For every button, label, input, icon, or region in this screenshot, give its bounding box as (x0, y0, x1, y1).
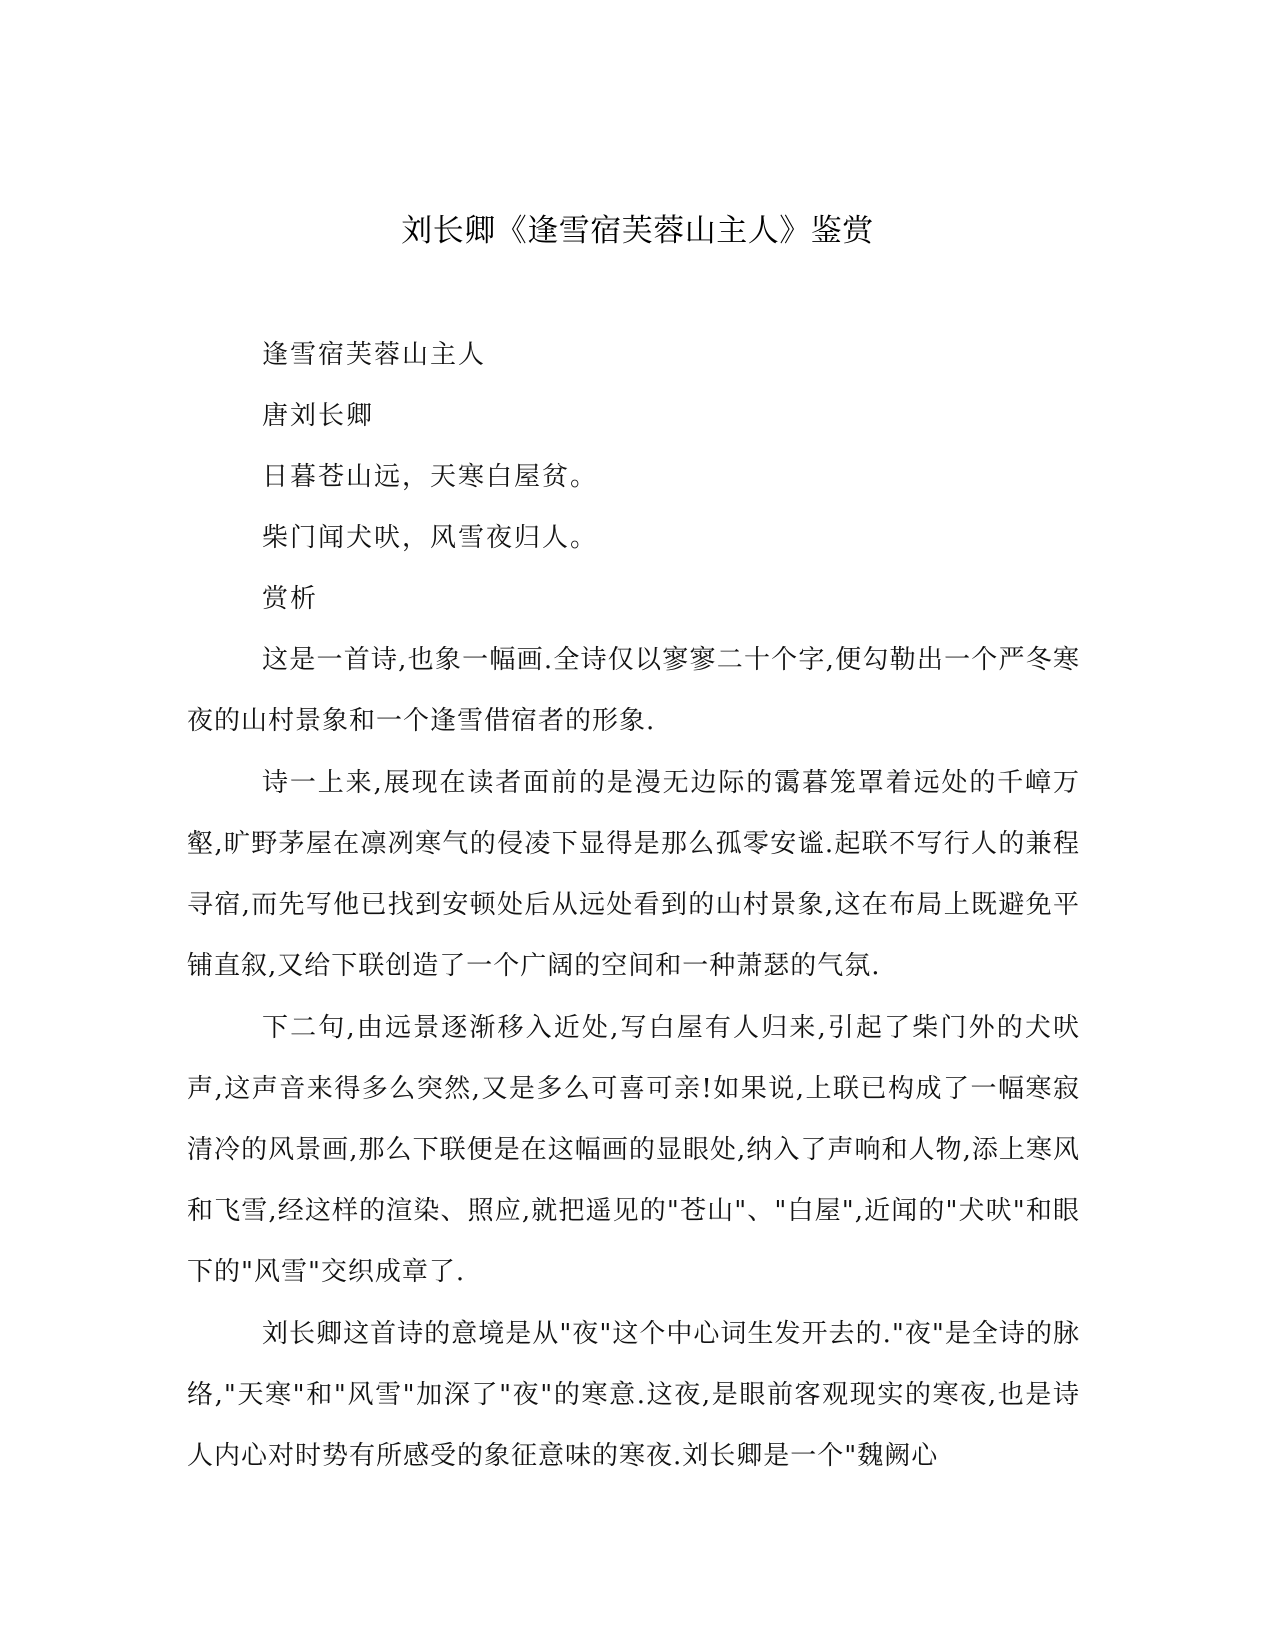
poem-title: 逢雪宿芙蓉山主人 (262, 340, 487, 370)
paragraph: 这是一首诗,也象一幅画.全诗仅以寥寥二十个字,便勾勒出一个严冬寒夜的山村景象和一个逢雪借宿者的形象. (187, 645, 1080, 736)
section-heading: 赏析 (262, 584, 319, 614)
poem-line: 日暮苍山远，天寒白屋贫。 (262, 462, 599, 492)
paragraph: 下二句,由远景逐渐移入近处,写白屋有人归来,引起了柴门外的犬吠声,这声音来得多么突然,又是多么可喜可亲!如果说,上联已构成了一幅寒寂清冷的风景画,那么下联便是在这幅画的显眼处,纳入了声响和人物,添上寒风和飞雪,经这样的渲染、照应,就把遥见的"苍山"、"白屋",近闻的"犬吠"和眼下的"风雪"交织成章了. (187, 1013, 1080, 1287)
document-title: 刘长卿《逢雪宿芙蓉山主人》鉴赏 (401, 213, 874, 249)
document-body (187, 325, 1080, 1488)
poem-line: 柴门闻犬吠，风雪夜归人。 (262, 523, 599, 553)
paragraph: 诗一上来,展现在读者面前的是漫无边际的霭暮笼罩着远处的千嶂万壑,旷野茅屋在凛冽寒气的侵凌下显得是那么孤零安谧.起联不写行人的兼程寻宿,而先写他已找到安顿处后从远处看到的山村景象,这在布局上既避免平铺直叙,又给下联创造了一个广阔的空间和一种萧瑟的气氛. (187, 768, 1080, 981)
poem-author: 唐刘长卿 (262, 401, 375, 431)
paragraph: 刘长卿这首诗的意境是从"夜"这个中心词生发开去的."夜"是全诗的脉络,"天寒"和"风雪"加深了"夜"的寒意.这夜,是眼前客观现实的寒夜,也是诗人内心对时势有所感受的象征意味的寒夜.刘长卿是一个"魏阙心 (187, 1319, 1080, 1471)
